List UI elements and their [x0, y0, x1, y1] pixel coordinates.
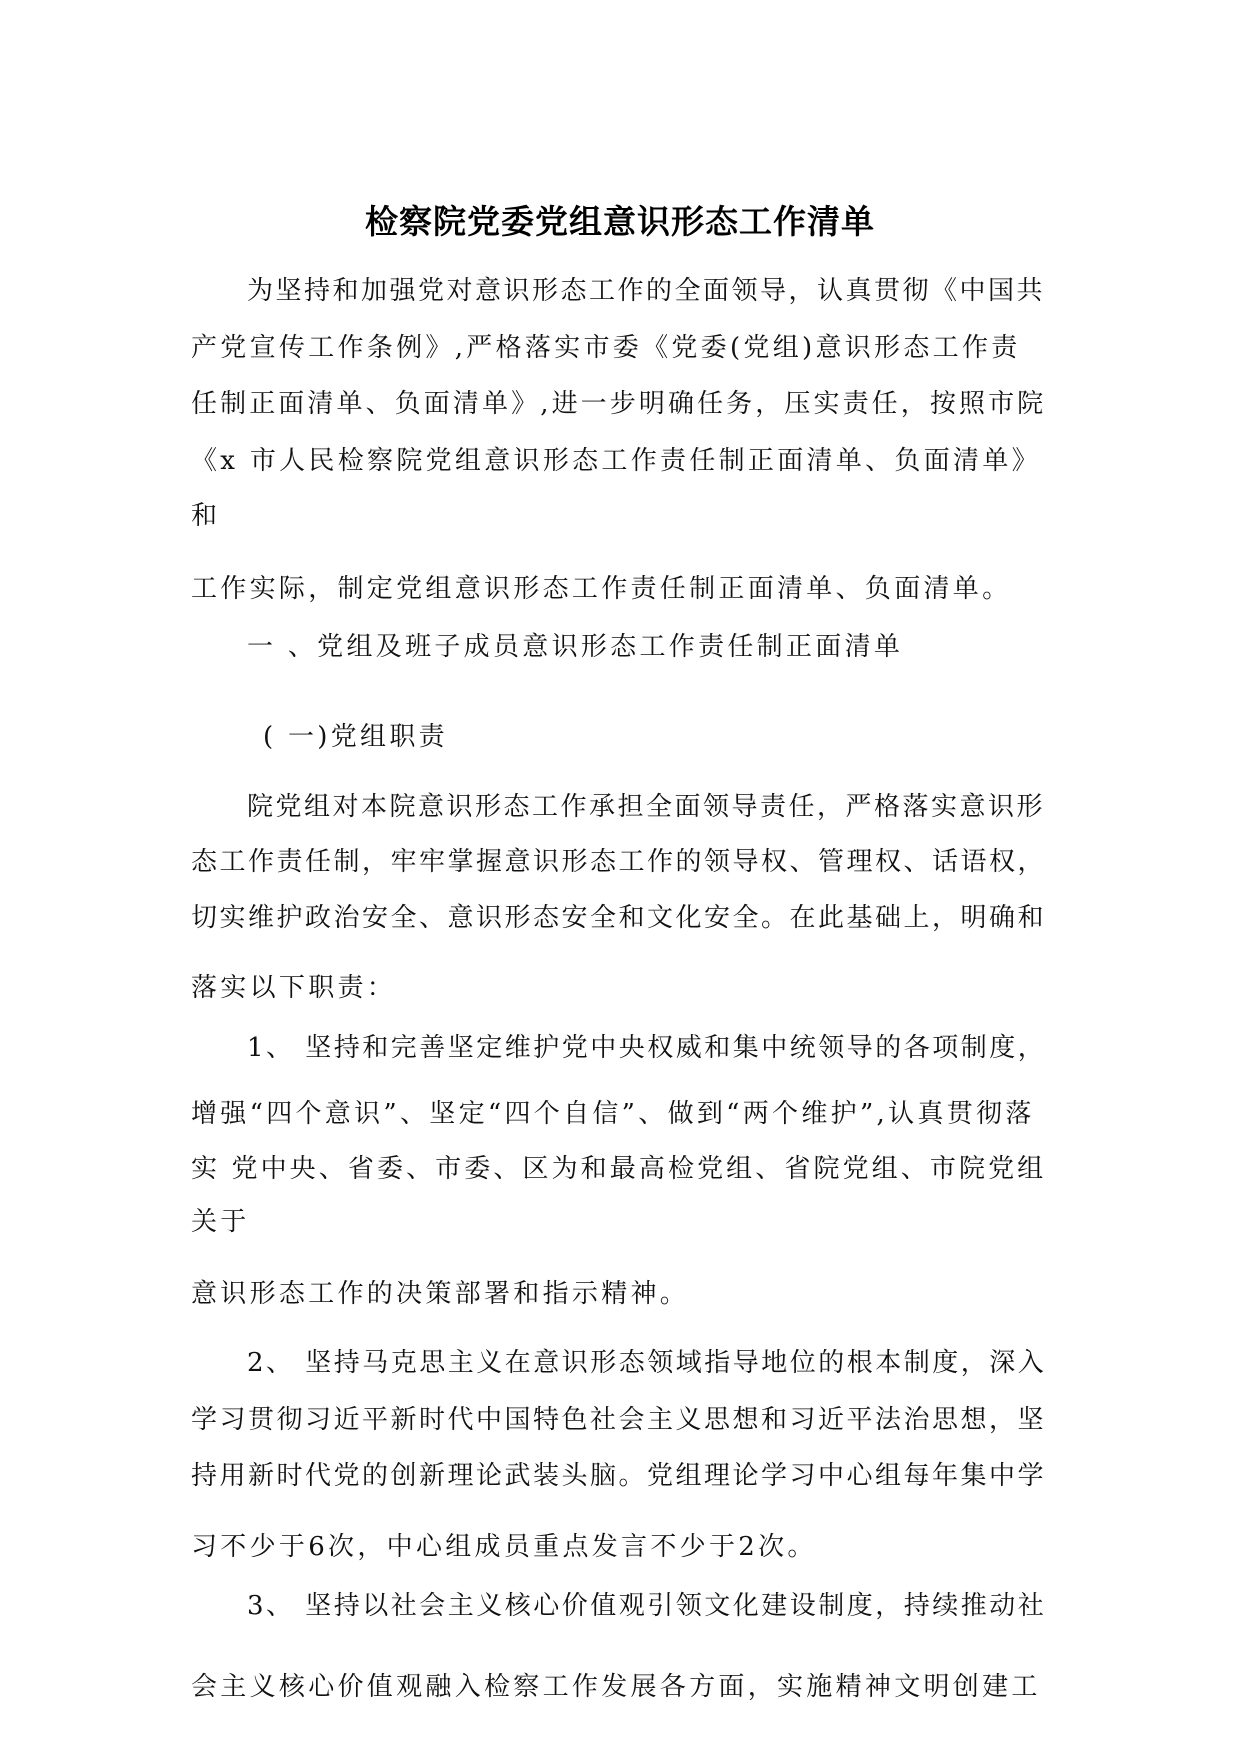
- paragraph-line: 工作实际，制定党组意识形态工作责任制正面清单、负面清单。: [191, 574, 1012, 604]
- paragraph-line: 会主义核心价值观融入检察工作发展各方面，实施精神文明创建工: [191, 1672, 1041, 1702]
- document-title: 检察院党委党组意识形态工作清单: [365, 202, 875, 241]
- paragraph-line: 落实以下职责：: [191, 973, 397, 1003]
- paragraph-line: 《x 市人民检察院党组意识形态工作责任制正面清单、负面清单》: [191, 446, 1041, 476]
- paragraph-line: 关于: [191, 1207, 250, 1237]
- paragraph-line: 为坚持和加强党对意识形态工作的全面领导，认真贯彻《中国共: [247, 276, 1046, 306]
- paragraph-line: 和: [191, 501, 221, 531]
- paragraph-line: 习不少于6次，中心组成员重点发言不少于2次。: [191, 1532, 817, 1562]
- list-item-line: 1、 坚持和完善坚定维护党中央权威和集中统领导的各项制度，: [247, 1033, 1047, 1063]
- paragraph-line: 意识形态工作的决策部署和指示精神。: [191, 1279, 690, 1309]
- paragraph-line: 学习贯彻习近平新时代中国特色社会主义思想和习近平法治思想，坚: [191, 1405, 1047, 1435]
- section-heading: 一 、党组及班子成员意识形态工作责任制正面清单: [247, 632, 904, 662]
- paragraph-line: 态工作责任制，牢牢掌握意识形态工作的领导权、管理权、话语权，: [191, 847, 1047, 877]
- paragraph-line: 切实维护政治安全、意识形态安全和文化安全。在此基础上，明确和: [191, 903, 1047, 933]
- paragraph-line: 产党宣传工作条例》,严格落实市委《党委(党组)意识形态工作责: [191, 333, 1021, 363]
- paragraph-line: 实 党中央、省委、市委、区为和最高检党组、省院党组、市院党组: [191, 1154, 1047, 1184]
- list-item-line: 2、 坚持马克思主义在意识形态领域指导地位的根本制度，深入: [247, 1348, 1047, 1378]
- paragraph-line: 院党组对本院意识形态工作承担全面领导责任，严格落实意识形: [247, 792, 1046, 822]
- paragraph-line: 任制正面清单、负面清单》,进一步明确任务，压实责任，按照市院: [191, 389, 1047, 419]
- list-item-line: 3、 坚持以社会主义核心价值观引领文化建设制度，持续推动社: [247, 1591, 1047, 1621]
- subsection-heading: ( 一)党组职责: [263, 722, 448, 752]
- paragraph-line: 持用新时代党的创新理论武装头脑。党组理论学习中心组每年集中学: [191, 1461, 1047, 1491]
- paragraph-line: 增强“四个意识”、坚定“四个自信”、做到“两个维护”,认真贯彻落: [191, 1099, 1035, 1129]
